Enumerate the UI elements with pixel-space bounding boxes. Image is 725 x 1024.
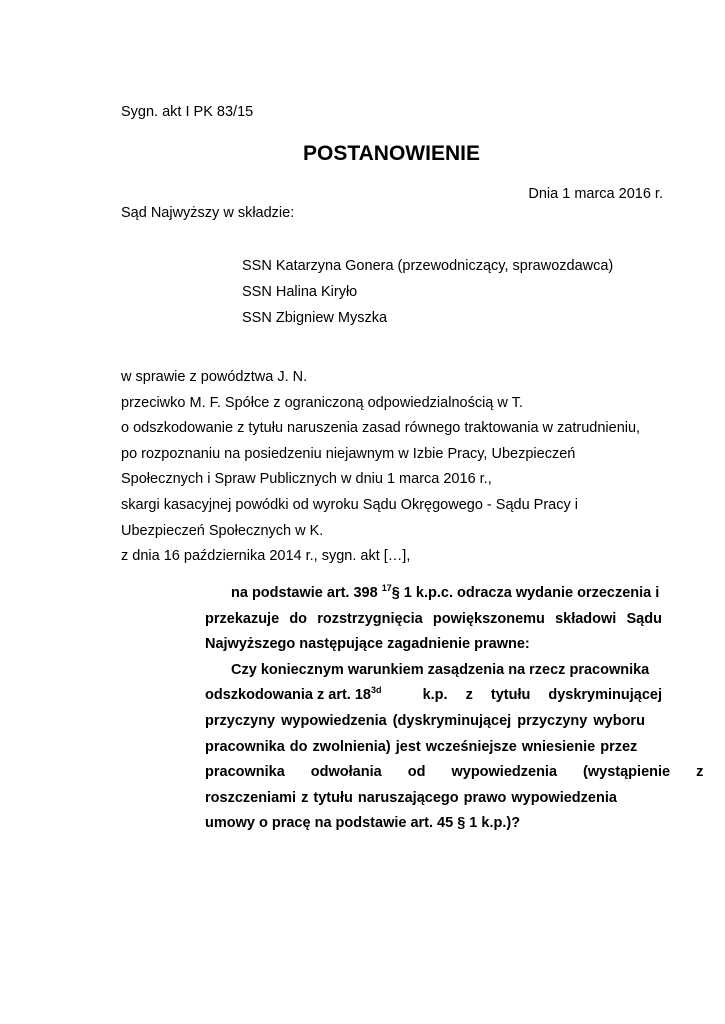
judges-list bbox=[242, 257, 613, 335]
question-continuation: k.p. z tytułu dyskryminującej bbox=[422, 687, 662, 704]
question-article-text bbox=[205, 686, 382, 712]
document-title: POSTANOWIENIE bbox=[303, 142, 480, 165]
ruling-text bbox=[205, 583, 704, 840]
legal-question-line: roszczeniami z tytułu naruszającego prawo wypowiedzenia bbox=[205, 789, 617, 806]
article-superscript: 3d bbox=[371, 685, 382, 696]
judge-name: SSN Zbigniew Myszka bbox=[242, 310, 388, 326]
judge-name: SSN Halina Kiryło bbox=[242, 284, 358, 300]
case-line: skargi kasacyjnej powódki od wyroku Sądu Okręgowego - Sądu Pracy i bbox=[121, 496, 578, 513]
legal-question-line: przyczyny wypowiedzenia (dyskryminującej przyczyny wyboru bbox=[205, 712, 645, 729]
judge-name: SSN Katarzyna Gonera (przewodniczący, sprawozdawca) bbox=[242, 258, 614, 274]
legal-question-line bbox=[205, 686, 662, 712]
case-line: w sprawie z powództwa J. N. bbox=[121, 369, 308, 385]
ruling-article-continuation: § 1 k.p.c. odracza wydanie orzeczenia i bbox=[391, 585, 660, 601]
legal-question-line: pracownika do zwolnienia) jest wcześniejsze wniesienie przez bbox=[205, 738, 638, 755]
court-composition-heading: Sąd Najwyższy w składzie: bbox=[121, 205, 295, 221]
legal-question-line: pracownika odwołania od wypowiedzenia (wystąpienie z bbox=[205, 764, 704, 781]
case-signature: Sygn. akt I PK 83/15 bbox=[121, 104, 254, 120]
legal-question-line: Czy koniecznym warunkiem zasądzenia na rzecz pracownika bbox=[231, 661, 650, 678]
ruling-word: przekazuje bbox=[205, 610, 280, 627]
question-article-ref: odszkodowania z art. 18 bbox=[205, 687, 371, 704]
case-line: przeciwko M. F. Spółce z ograniczoną odpowiedzialnością w T. bbox=[121, 394, 523, 411]
ruling-word: składowi bbox=[555, 610, 617, 627]
ruling-line bbox=[205, 584, 662, 610]
case-line: Społecznych i Spraw Publicznych w dniu 1 marca 2016 r., bbox=[121, 471, 492, 488]
case-line: Ubezpieczeń Społecznych w K. bbox=[121, 522, 324, 539]
ruling-line: Najwyższego następujące zagadnienie prawne: bbox=[205, 636, 530, 653]
ruling-line bbox=[205, 610, 662, 636]
article-superscript: 17 bbox=[381, 583, 392, 593]
ruling-article-text: na podstawie art. 398 bbox=[231, 585, 378, 601]
legal-question-line: umowy o pracę na podstawie art. 45 § 1 k.p.)? bbox=[205, 815, 521, 832]
ruling-word: Sądu bbox=[626, 610, 662, 627]
case-line: z dnia 16 października 2014 r., sygn. akt […], bbox=[121, 548, 411, 565]
ruling-word: do bbox=[289, 610, 308, 627]
ruling-word: rozstrzygnięcia bbox=[317, 610, 423, 627]
case-description bbox=[121, 368, 640, 573]
case-line: po rozpoznaniu na posiedzeniu niejawnym w Izbie Pracy, Ubezpieczeń bbox=[121, 445, 576, 462]
case-line: o odszkodowanie z tytułu naruszenia zasad równego traktowania w zatrudnieniu, bbox=[121, 420, 641, 437]
ruling-word: powiększonemu bbox=[432, 610, 545, 627]
document-date: Dnia 1 marca 2016 r. bbox=[528, 186, 663, 202]
